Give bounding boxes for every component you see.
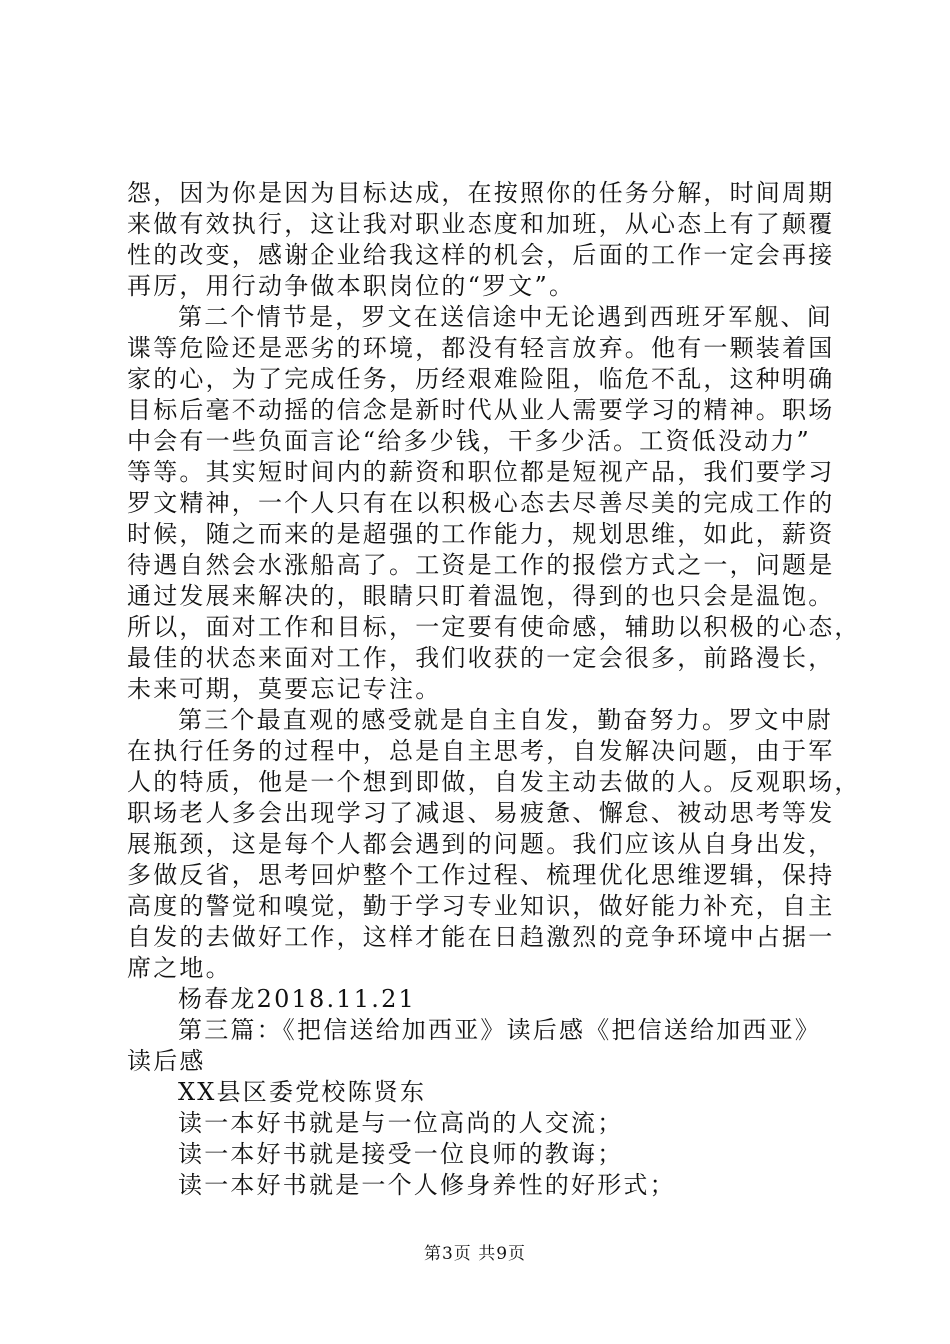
body-text-line: 中会有一些负面言论“给多少钱，干多少活。工资低没动力” [127, 427, 811, 455]
body-text-line: 在执行任务的过程中，总是自主思考，自发解决问题，由于军 [127, 737, 835, 765]
body-text-line: 人的特质，他是一个想到即做，自发主动去做的人。反观职场， [127, 768, 861, 796]
body-text-line: 时候，随之而来的是超强的工作能力，规划思维，如此，薪资 [127, 520, 835, 548]
section-heading-line: 读后感 [127, 1047, 206, 1075]
body-text-line: 席之地。 [127, 954, 232, 982]
body-text-line: 所以，面对工作和目标，一定要有使命感，辅助以积极的心态， [127, 613, 861, 641]
page-footer: 第3页 共9页 [423, 1244, 527, 1264]
body-text-line: 未来可期，莫要忘记专注。 [127, 675, 442, 703]
paragraph-start-line: 第三个最直观的感受就是自主自发，勤奋努力。罗文中尉 [178, 706, 833, 734]
body-text-line: 谍等危险还是恶劣的环境，都没有轻言放弃。他有一颗装着国 [127, 334, 835, 362]
body-text-line: 展瓶颈，这是每个人都会遇到的问题。我们应该从自身出发， [127, 830, 835, 858]
body-text-line: 通过发展来解决的，眼睛只盯着温饱，得到的也只会是温饱。 [127, 582, 835, 610]
body-text-line: 最佳的状态来面对工作，我们收获的一定会很多，前路漫长， [127, 644, 835, 672]
body-text-line: 读一本好书就是一个人修身养性的好形式； [178, 1171, 676, 1199]
body-text-line: 怨，因为你是因为目标达成，在按照你的任务分解，时间周期 [127, 179, 835, 207]
section-heading-line: 第三篇：《把信送给加西亚》读后感《把信送给加西亚》 [178, 1016, 821, 1044]
author-date-line: 杨春龙2018.11.21 [178, 985, 417, 1013]
paragraph-start-line: 第二个情节是，罗文在送信途中无论遇到西班牙军舰、间 [178, 303, 833, 331]
body-text-line: 读一本好书就是接受一位良师的教诲； [178, 1140, 624, 1168]
body-text-line: 高度的警觉和嗅觉，勤于学习专业知识，做好能力补充，自主 [127, 892, 835, 920]
body-text-line: 待遇自然会水涨船高了。工资是工作的报偿方式之一，问题是 [127, 551, 835, 579]
body-text-line: 来做有效执行，这让我对职业态度和加班，从心态上有了颠覆 [127, 210, 835, 238]
body-text-line: 目标后毫不动摇的信念是新时代从业人需要学习的精神。职场 [127, 396, 835, 424]
body-text-line: 性的改变，感谢企业给我这样的机会，后面的工作一定会再接 [127, 241, 835, 269]
body-text-line: 家的心，为了完成任务，历经艰难险阻，临危不乱，这种明确 [127, 365, 835, 393]
body-text-line: 再厉，用行动争做本职岗位的“罗文”。 [127, 272, 576, 300]
body-text-line: 自发的去做好工作，这样才能在日趋激烈的竞争环境中占据一 [127, 923, 835, 951]
body-text-line: 等等。其实短时间内的薪资和职位都是短视产品，我们要学习 [127, 458, 835, 486]
body-text-line: 读一本好书就是与一位高尚的人交流； [178, 1109, 624, 1137]
body-text-line: 罗文精神，一个人只有在以积极心态去尽善尽美的完成工作的 [127, 489, 835, 517]
body-text-line: 职场老人多会出现学习了减退、易疲惫、懈怠、被动思考等发 [127, 799, 835, 827]
body-text-line: 多做反省，思考回炉整个工作过程、梳理优化思维逻辑，保持 [127, 861, 835, 889]
byline: XX县区委党校陈贤东 [178, 1078, 427, 1106]
